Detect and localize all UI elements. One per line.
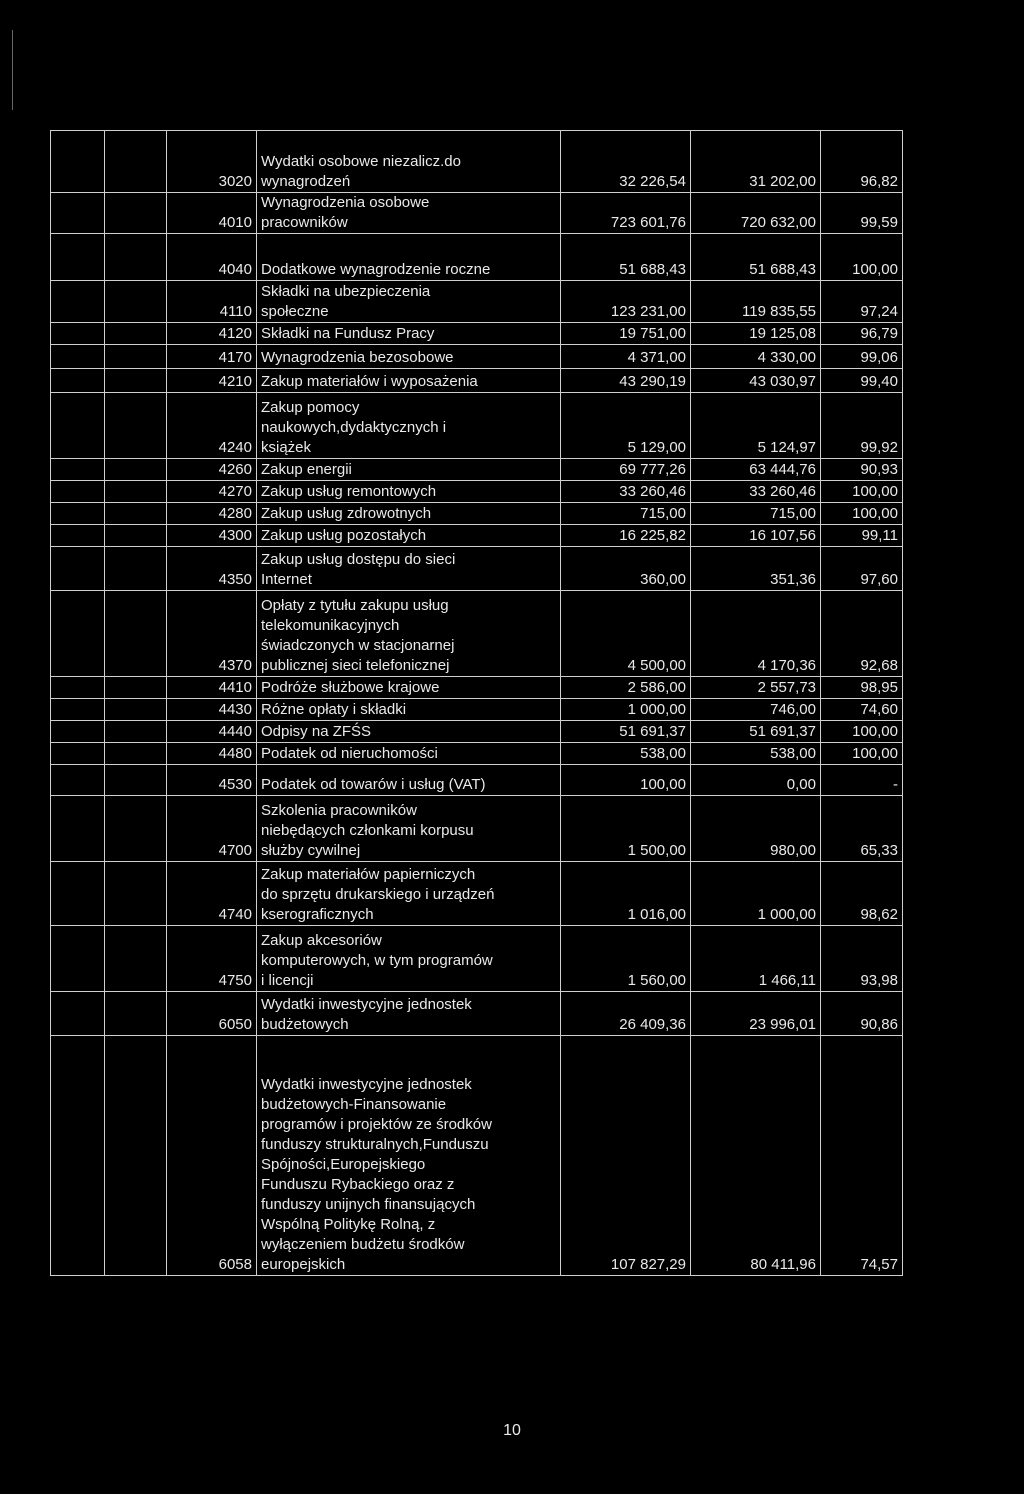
executed-amount: 4 330,00 bbox=[691, 345, 821, 369]
executed-amount: 19 125,08 bbox=[691, 323, 821, 345]
percent-executed: 100,00 bbox=[821, 503, 903, 525]
percent-executed: 96,79 bbox=[821, 323, 903, 345]
expense-description: Zakup usług pozostałych bbox=[257, 525, 561, 547]
paragraph-code: 4430 bbox=[167, 699, 257, 721]
paragraph-code: 4210 bbox=[167, 369, 257, 393]
percent-executed: - bbox=[821, 765, 903, 796]
expense-description: Zakup pomocy naukowych,dydaktycznych i książek bbox=[257, 393, 561, 459]
expense-description: Podróże służbowe krajowe bbox=[257, 677, 561, 699]
plan-amount: 723 601,76 bbox=[561, 193, 691, 234]
expense-description: Zakup materiałów papierniczych do sprzętu drukarskiego i urządzeń kserograficznych bbox=[257, 862, 561, 926]
percent-executed: 97,60 bbox=[821, 547, 903, 591]
paragraph-code: 4270 bbox=[167, 481, 257, 503]
paragraph-code: 4740 bbox=[167, 862, 257, 926]
paragraph-code: 4480 bbox=[167, 743, 257, 765]
percent-executed: 90,86 bbox=[821, 992, 903, 1036]
expense-description: Odpisy na ZFŚS bbox=[257, 721, 561, 743]
percent-executed: 99,40 bbox=[821, 369, 903, 393]
expense-description: Wynagrodzenia bezosobowe bbox=[257, 345, 561, 369]
percent-executed: 99,92 bbox=[821, 393, 903, 459]
executed-amount: 119 835,55 bbox=[691, 281, 821, 323]
percent-executed: 90,93 bbox=[821, 459, 903, 481]
percent-executed: 100,00 bbox=[821, 481, 903, 503]
table-row bbox=[51, 699, 903, 721]
plan-amount: 5 129,00 bbox=[561, 393, 691, 459]
percent-executed: 100,00 bbox=[821, 721, 903, 743]
table-row bbox=[51, 393, 903, 459]
executed-amount: 2 557,73 bbox=[691, 677, 821, 699]
paragraph-code: 4280 bbox=[167, 503, 257, 525]
paragraph-code: 6058 bbox=[167, 1036, 257, 1276]
expense-description: Różne opłaty i składki bbox=[257, 699, 561, 721]
table-row bbox=[51, 992, 903, 1036]
paragraph-code: 4110 bbox=[167, 281, 257, 323]
executed-amount: 51 688,43 bbox=[691, 234, 821, 281]
expense-description: Wydatki inwestycyjne jednostek budżetowych-Finansowanie programów i projektów ze środków funduszy strukturalnych,Funduszu Spójności,Europejskiego Funduszu Rybackiego oraz z funduszy unijnych finansujących Wspólną Politykę Rolną, z wyłączeniem budżetu środków europejskich bbox=[257, 1036, 561, 1276]
executed-amount: 1 466,11 bbox=[691, 926, 821, 992]
executed-amount: 23 996,01 bbox=[691, 992, 821, 1036]
percent-executed: 99,11 bbox=[821, 525, 903, 547]
plan-amount: 360,00 bbox=[561, 547, 691, 591]
plan-amount: 33 260,46 bbox=[561, 481, 691, 503]
paragraph-code: 4300 bbox=[167, 525, 257, 547]
executed-amount: 4 170,36 bbox=[691, 591, 821, 677]
percent-executed: 100,00 bbox=[821, 234, 903, 281]
percent-executed: 100,00 bbox=[821, 743, 903, 765]
paragraph-code: 4010 bbox=[167, 193, 257, 234]
plan-amount: 1 500,00 bbox=[561, 796, 691, 862]
expense-description: Podatek od nieruchomości bbox=[257, 743, 561, 765]
executed-amount: 63 444,76 bbox=[691, 459, 821, 481]
paragraph-code: 4370 bbox=[167, 591, 257, 677]
plan-amount: 19 751,00 bbox=[561, 323, 691, 345]
paragraph-code: 4040 bbox=[167, 234, 257, 281]
expense-description: Składki na ubezpieczenia społeczne bbox=[257, 281, 561, 323]
table-row bbox=[51, 926, 903, 992]
executed-amount: 5 124,97 bbox=[691, 393, 821, 459]
executed-amount: 351,36 bbox=[691, 547, 821, 591]
expense-description: Zakup usług dostępu do sieci Internet bbox=[257, 547, 561, 591]
table-row bbox=[51, 547, 903, 591]
plan-amount: 715,00 bbox=[561, 503, 691, 525]
percent-executed: 92,68 bbox=[821, 591, 903, 677]
paragraph-code: 4530 bbox=[167, 765, 257, 796]
table-row bbox=[51, 281, 903, 323]
scan-edge-mark bbox=[12, 30, 13, 110]
table-row bbox=[51, 369, 903, 393]
executed-amount: 746,00 bbox=[691, 699, 821, 721]
percent-executed: 74,60 bbox=[821, 699, 903, 721]
table-row bbox=[51, 591, 903, 677]
plan-amount: 26 409,36 bbox=[561, 992, 691, 1036]
table-row bbox=[51, 796, 903, 862]
plan-amount: 32 226,54 bbox=[561, 131, 691, 193]
percent-executed: 93,98 bbox=[821, 926, 903, 992]
paragraph-code: 4260 bbox=[167, 459, 257, 481]
percent-executed: 99,06 bbox=[821, 345, 903, 369]
expense-description: Zakup usług zdrowotnych bbox=[257, 503, 561, 525]
percent-executed: 99,59 bbox=[821, 193, 903, 234]
executed-amount: 31 202,00 bbox=[691, 131, 821, 193]
executed-amount: 51 691,37 bbox=[691, 721, 821, 743]
plan-amount: 1 000,00 bbox=[561, 699, 691, 721]
percent-executed: 74,57 bbox=[821, 1036, 903, 1276]
plan-amount: 100,00 bbox=[561, 765, 691, 796]
table-row bbox=[51, 765, 903, 796]
percent-executed: 97,24 bbox=[821, 281, 903, 323]
executed-amount: 33 260,46 bbox=[691, 481, 821, 503]
table-row bbox=[51, 459, 903, 481]
page-number: 10 bbox=[503, 1422, 521, 1439]
plan-amount: 2 586,00 bbox=[561, 677, 691, 699]
plan-amount: 4 500,00 bbox=[561, 591, 691, 677]
table-row bbox=[51, 677, 903, 699]
expense-description: Wydatki osobowe niezalicz.do wynagrodzeń bbox=[257, 131, 561, 193]
executed-amount: 715,00 bbox=[691, 503, 821, 525]
table-row bbox=[51, 323, 903, 345]
plan-amount: 51 691,37 bbox=[561, 721, 691, 743]
expense-description: Wydatki inwestycyjne jednostek budżetowych bbox=[257, 992, 561, 1036]
table-row bbox=[51, 193, 903, 234]
expense-description: Składki na Fundusz Pracy bbox=[257, 323, 561, 345]
paragraph-code: 4410 bbox=[167, 677, 257, 699]
expense-description: Zakup energii bbox=[257, 459, 561, 481]
paragraph-code: 4750 bbox=[167, 926, 257, 992]
paragraph-code: 4700 bbox=[167, 796, 257, 862]
percent-executed: 98,62 bbox=[821, 862, 903, 926]
table-row bbox=[51, 743, 903, 765]
plan-amount: 538,00 bbox=[561, 743, 691, 765]
percent-executed: 65,33 bbox=[821, 796, 903, 862]
executed-amount: 43 030,97 bbox=[691, 369, 821, 393]
table-row bbox=[51, 345, 903, 369]
plan-amount: 107 827,29 bbox=[561, 1036, 691, 1276]
paragraph-code: 4350 bbox=[167, 547, 257, 591]
expense-description: Opłaty z tytułu zakupu usług telekomunikacyjnych świadczonych w stacjonarnej publicznej sieci telefonicznej bbox=[257, 591, 561, 677]
plan-amount: 1 016,00 bbox=[561, 862, 691, 926]
executed-amount: 1 000,00 bbox=[691, 862, 821, 926]
paragraph-code: 4170 bbox=[167, 345, 257, 369]
paragraph-code: 4240 bbox=[167, 393, 257, 459]
table-row bbox=[51, 503, 903, 525]
expense-description: Dodatkowe wynagrodzenie roczne bbox=[257, 234, 561, 281]
expense-description: Zakup materiałów i wyposażenia bbox=[257, 369, 561, 393]
plan-amount: 43 290,19 bbox=[561, 369, 691, 393]
percent-executed: 96,82 bbox=[821, 131, 903, 193]
plan-amount: 123 231,00 bbox=[561, 281, 691, 323]
percent-executed: 98,95 bbox=[821, 677, 903, 699]
plan-amount: 1 560,00 bbox=[561, 926, 691, 992]
executed-amount: 538,00 bbox=[691, 743, 821, 765]
paragraph-code: 4120 bbox=[167, 323, 257, 345]
expense-description: Wynagrodzenia osobowe pracowników bbox=[257, 193, 561, 234]
paragraph-code: 4440 bbox=[167, 721, 257, 743]
executed-amount: 720 632,00 bbox=[691, 193, 821, 234]
paragraph-code: 3020 bbox=[167, 131, 257, 193]
executed-amount: 16 107,56 bbox=[691, 525, 821, 547]
expense-description: Podatek od towarów i usług (VAT) bbox=[257, 765, 561, 796]
table-row bbox=[51, 131, 903, 193]
table-row bbox=[51, 862, 903, 926]
table-row bbox=[51, 481, 903, 503]
expense-description: Szkolenia pracowników niebędących członkami korpusu służby cywilnej bbox=[257, 796, 561, 862]
expense-description: Zakup usług remontowych bbox=[257, 481, 561, 503]
table-row bbox=[51, 234, 903, 281]
plan-amount: 4 371,00 bbox=[561, 345, 691, 369]
plan-amount: 16 225,82 bbox=[561, 525, 691, 547]
paragraph-code: 6050 bbox=[167, 992, 257, 1036]
executed-amount: 80 411,96 bbox=[691, 1036, 821, 1276]
plan-amount: 51 688,43 bbox=[561, 234, 691, 281]
table-row bbox=[51, 721, 903, 743]
table-row bbox=[51, 1036, 903, 1276]
executed-amount: 0,00 bbox=[691, 765, 821, 796]
table-row bbox=[51, 525, 903, 547]
executed-amount: 980,00 bbox=[691, 796, 821, 862]
plan-amount: 69 777,26 bbox=[561, 459, 691, 481]
budget-table bbox=[50, 130, 903, 1276]
expense-description: Zakup akcesoriów komputerowych, w tym programów i licencji bbox=[257, 926, 561, 992]
